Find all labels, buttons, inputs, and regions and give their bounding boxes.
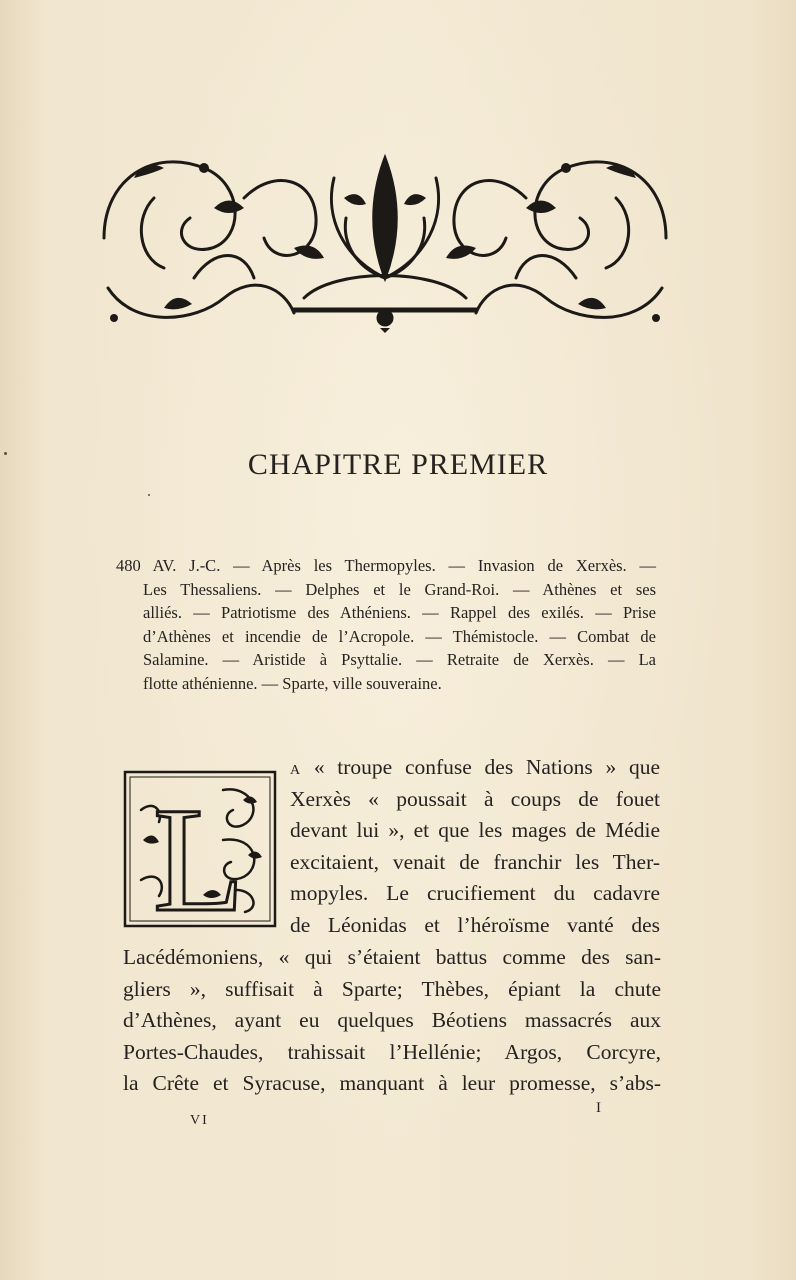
- body-text-wide: [123, 942, 661, 1100]
- body-line: Lacédémoniens, « qui s’étaient battus comme des san-: [123, 945, 661, 969]
- body-smallcap: A: [290, 763, 302, 778]
- ornamental-headpiece: [94, 138, 676, 333]
- summary-line: alliés. — Patriotisme des Athéniens. — Rappel des exilés. — Prise: [143, 603, 656, 622]
- body-line: d’Athènes, ayant eu quelques Béotiens massacrés aux: [123, 1008, 661, 1032]
- page-number: I: [596, 1100, 601, 1116]
- paper-speck: [148, 494, 150, 496]
- summary-line: 480 AV. J.-C. — Après les Thermopyles. — Invasion de Xerxès. —: [116, 556, 656, 575]
- body-line: de Léonidas et l’héroïsme vanté des: [290, 912, 660, 937]
- body-line: Portes-Chaudes, trahissait l’Hellénie; Argos, Corcyre,: [123, 1039, 661, 1064]
- summary-line: Les Thessaliens. — Delphes et le Grand-Roi. — Athènes et ses: [143, 579, 656, 599]
- signature-mark: VI: [190, 1113, 209, 1128]
- body-line: gliers », suffisait à Sparte; Thèbes, épiant la chute: [123, 976, 661, 1001]
- body-line: mopyles. Le crucifiement du cadavre: [290, 881, 660, 905]
- body-line: devant lui », et que les mages de Médie: [290, 818, 660, 842]
- body-line: Xerxès « poussait à coups de fouet: [290, 786, 660, 811]
- body-line: [290, 752, 660, 784]
- body-line: excitaient, venait de franchir les Ther-: [290, 849, 660, 874]
- chapter-summary: [116, 554, 656, 695]
- body-text-narrow: [290, 752, 660, 941]
- dropcap-letter: L: [153, 777, 245, 928]
- chapter-title: CHAPITRE PREMIER: [247, 448, 549, 481]
- summary-line: Salamine. — Aristide à Psyttalie. — Retraite de Xerxès. — La: [143, 650, 656, 669]
- body-line: la Crête et Syracuse, manquant à leur promesse, s’abs-: [123, 1071, 661, 1095]
- paper-speck: [4, 452, 7, 455]
- summary-line: flotte athénienne. — Sparte, ville souveraine.: [143, 673, 442, 693]
- ornamental-dropcap: [123, 770, 277, 928]
- summary-line: d’Athènes et incendie de l’Acropole. — Thémistocle. — Combat de: [143, 626, 656, 646]
- body-line-text: « troupe confuse des Nations » que: [301, 755, 660, 779]
